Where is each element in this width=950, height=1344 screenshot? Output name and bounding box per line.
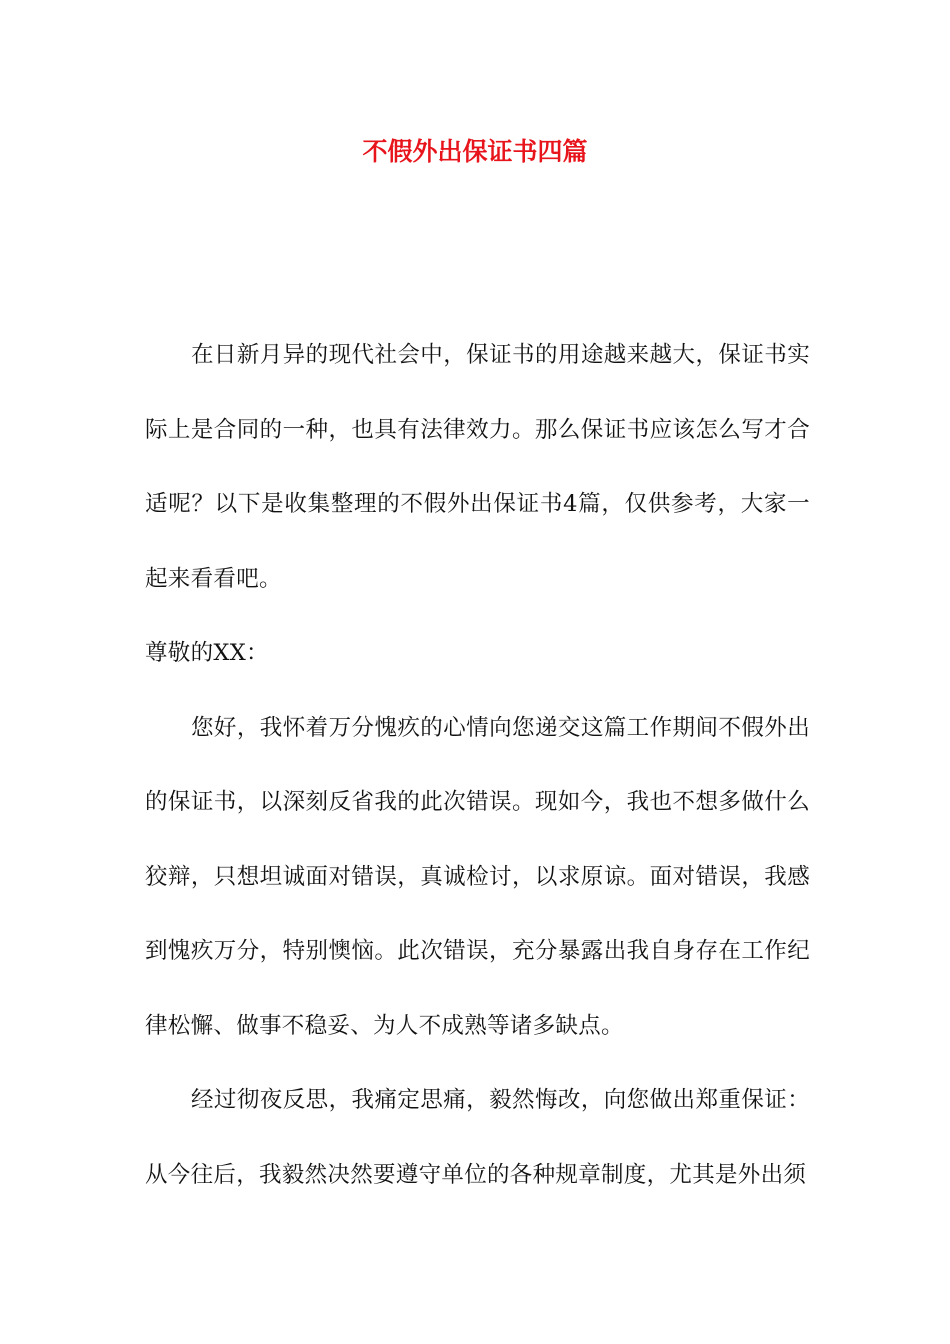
- paragraph-intro: 在日新月异的现代社会中，保证书的用途越来越大，保证书实际上是合同的一种，也具有法律效力。那么保证书应该怎么写才合适呢？以下是收集整理的不假外出保证书4篇，仅供参考，大家一起来看看吧。: [145, 342, 810, 592]
- paragraph-pledge: 经过彻夜反思，我痛定思痛，毅然悔改，向您做出郑重保证：从今往后，我毅然决然要遵守单位的各种规章制度，尤其是外出须: [145, 1087, 810, 1188]
- paragraph-salutation: 尊敬的XX：: [145, 640, 269, 666]
- document-title: 不假外出保证书四篇: [362, 137, 588, 166]
- paragraph-apology: 您好，我怀着万分愧疚的心情向您递交这篇工作期间不假外出的保证书，以深刻反省我的此次错误。现如今，我也不想多做什么狡辩，只想坦诚面对错误，真诚检讨，以求原谅。面对错误，我感到愧疚万分，特别懊恼。此次错误，充分暴露出我自身存在工作纪律松懈、做事不稳妥、为人不成熟等诸多缺点。: [145, 714, 810, 1039]
- document-body: [145, 318, 810, 1212]
